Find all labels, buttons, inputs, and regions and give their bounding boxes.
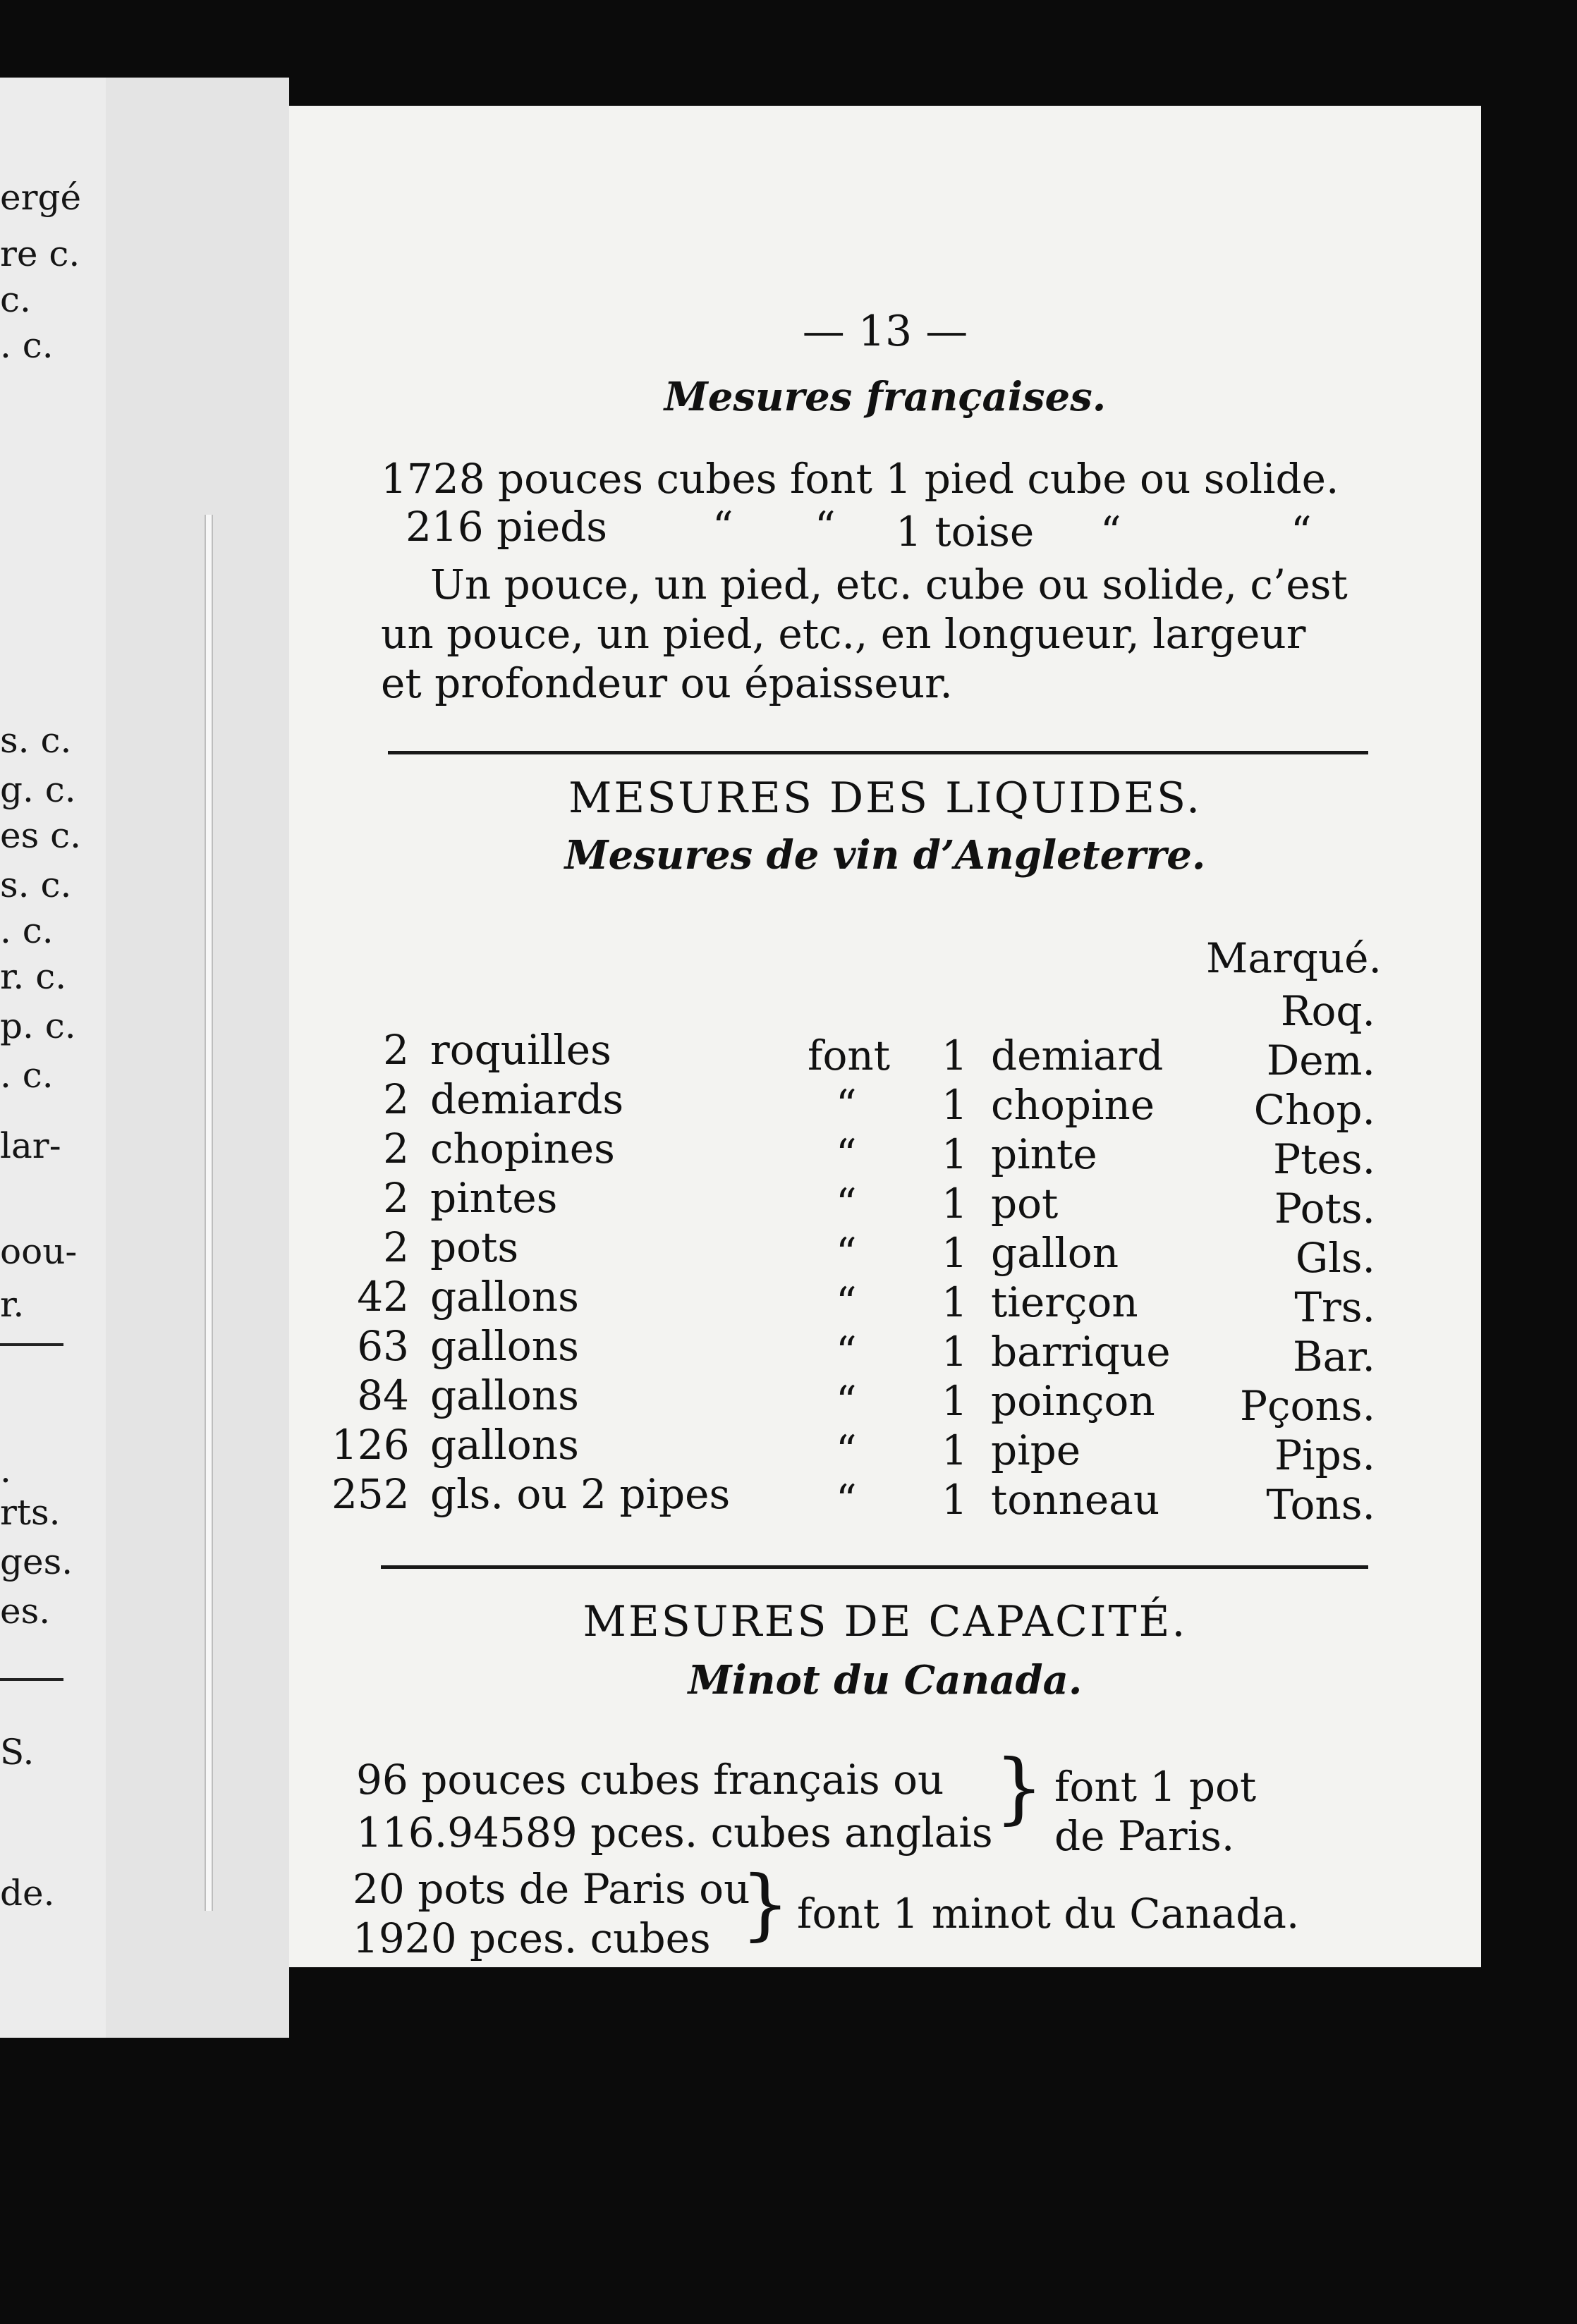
- row-qty: 42: [357, 1273, 409, 1321]
- row-number: 1: [942, 1426, 968, 1474]
- section-subtitle: Mesures de vin d’Angleterre.: [564, 832, 1206, 879]
- row-unit: gallons: [430, 1371, 579, 1419]
- row-unit: demiards: [430, 1075, 624, 1123]
- section-subtitle: Minot du Canada.: [688, 1657, 1083, 1704]
- previous-page-edge: [0, 78, 106, 2038]
- ditto-mark: “: [815, 503, 836, 551]
- paragraph-line: et profondeur ou épaisseur.: [381, 659, 953, 707]
- page-fragment: rts.: [0, 1492, 61, 1533]
- row-unit: gallons: [430, 1421, 579, 1469]
- page-fragment: r.: [0, 1284, 25, 1325]
- row-verb: “: [836, 1328, 857, 1376]
- text-line: 1920 pces. cubes: [353, 1914, 711, 1962]
- page-number: — 13 —: [802, 307, 968, 356]
- text-line: 20 pots de Paris ou: [353, 1865, 750, 1913]
- row-verb: font: [808, 1032, 891, 1080]
- abbreviation: Roq.: [1280, 987, 1375, 1035]
- row-number: 1: [942, 1229, 968, 1277]
- page-fragment: p. c.: [0, 1005, 76, 1046]
- row-unit: pintes: [430, 1174, 558, 1222]
- row-unit: gallons: [430, 1322, 579, 1370]
- page-fragment: S.: [0, 1732, 35, 1773]
- ditto-mark: “: [712, 503, 733, 551]
- row-qty: 2: [383, 1174, 409, 1222]
- page-fragment: c.: [0, 279, 31, 320]
- page-fragment: s. c.: [0, 720, 72, 761]
- row-qty: 2: [383, 1026, 409, 1074]
- row-qty: 252: [331, 1470, 410, 1518]
- paragraph-line: Un pouce, un pied, etc. cube ou solide, c’est: [430, 561, 1348, 608]
- page-fragment: . c.: [0, 1055, 54, 1096]
- paragraph-line: un pouce, un pied, etc., en longueur, largeur: [381, 610, 1306, 658]
- page-fragment: oou-: [0, 1231, 78, 1272]
- brace-symbol: }: [994, 1742, 1044, 1833]
- row-qty: 84: [357, 1371, 409, 1419]
- page-fragment: es.: [0, 1591, 51, 1632]
- row-abbr: Dem.: [1266, 1036, 1375, 1084]
- row-unit: gallons: [430, 1273, 579, 1321]
- row-result: gallon: [991, 1229, 1119, 1277]
- row-number: 1: [942, 1130, 968, 1178]
- page-fragment: re c.: [0, 233, 80, 274]
- page-fragment: de.: [0, 1873, 55, 1914]
- row-abbr: Pçons.: [1240, 1382, 1375, 1430]
- row-qty: 126: [331, 1421, 410, 1469]
- section-title: MESURES DES LIQUIDES.: [568, 773, 1202, 823]
- page-fragment-rule: [0, 1678, 63, 1681]
- page-fragment: . c.: [0, 910, 54, 951]
- book-spine: [106, 78, 289, 2038]
- page-fragment: r. c.: [0, 956, 67, 997]
- row-verb: “: [836, 1081, 857, 1129]
- row-qty: 2: [383, 1125, 409, 1173]
- row-qty: 2: [383, 1223, 409, 1271]
- row-number: 1: [942, 1180, 968, 1228]
- row-result: tierçon: [991, 1278, 1138, 1326]
- row-result: chopine: [991, 1081, 1155, 1129]
- row-verb: “: [836, 1476, 857, 1524]
- row-number: 1: [942, 1278, 968, 1326]
- section-rule: [381, 1565, 1368, 1569]
- page-fragment: ergé: [0, 177, 82, 218]
- text-line-qty: 216 pieds: [406, 503, 608, 551]
- row-abbr: Pots.: [1274, 1185, 1375, 1233]
- row-result: pipe: [991, 1426, 1081, 1474]
- text-line: 96 pouces cubes français ou: [356, 1756, 944, 1804]
- row-abbr: Tons.: [1266, 1481, 1375, 1529]
- row-verb: “: [836, 1426, 857, 1474]
- section-heading: Mesures françaises.: [664, 374, 1107, 420]
- page-fragment: .: [0, 1450, 11, 1491]
- text-line-result: de Paris.: [1054, 1812, 1235, 1860]
- row-abbr: Pips.: [1274, 1431, 1375, 1479]
- ditto-mark: “: [1100, 508, 1121, 556]
- column-header-marque: Marqué.: [1206, 934, 1382, 982]
- brace-symbol: }: [741, 1859, 790, 1949]
- binding-thread: [205, 515, 213, 1911]
- row-unit: chopines: [430, 1125, 615, 1173]
- row-verb: “: [836, 1278, 857, 1326]
- row-number: 1: [942, 1032, 968, 1080]
- page-fragment: lar-: [0, 1125, 61, 1166]
- row-result: tonneau: [991, 1476, 1160, 1524]
- row-number: 1: [942, 1328, 968, 1376]
- section-title: MESURES DE CAPACITÉ.: [583, 1597, 1188, 1646]
- page-fragment: s. c.: [0, 864, 72, 905]
- book-page: [289, 106, 1481, 1967]
- row-verb: “: [836, 1229, 857, 1277]
- row-result: pot: [991, 1180, 1059, 1228]
- text-line-result: font 1 minot du Canada.: [797, 1890, 1300, 1938]
- text-line-result: font 1 pot: [1054, 1763, 1257, 1811]
- row-result: poinçon: [991, 1377, 1155, 1425]
- page-fragment: . c.: [0, 325, 54, 366]
- page-fragment-rule: [0, 1343, 63, 1346]
- row-unit: gls. ou 2 pipes: [430, 1470, 731, 1518]
- text-line-result: 1 toise: [896, 508, 1035, 556]
- row-abbr: Trs.: [1294, 1283, 1375, 1331]
- page-fragment: es c.: [0, 815, 82, 856]
- row-verb: “: [836, 1180, 857, 1228]
- page-fragment: ges.: [0, 1541, 73, 1582]
- row-number: 1: [942, 1476, 968, 1524]
- row-abbr: Ptes.: [1273, 1135, 1375, 1183]
- row-verb: “: [836, 1130, 857, 1178]
- row-abbr: Gls.: [1295, 1234, 1375, 1282]
- section-rule: [388, 751, 1368, 754]
- row-qty: 2: [383, 1075, 409, 1123]
- row-abbr: Bar.: [1293, 1333, 1375, 1381]
- ditto-mark: “: [1291, 508, 1312, 556]
- row-result: barrique: [991, 1328, 1171, 1376]
- row-verb: “: [836, 1377, 857, 1425]
- row-result: pinte: [991, 1130, 1097, 1178]
- row-abbr: Chop.: [1253, 1086, 1375, 1134]
- page-fragment: g. c.: [0, 769, 76, 810]
- text-line: 116.94589 pces. cubes anglais: [356, 1809, 993, 1857]
- row-unit: pots: [430, 1223, 519, 1271]
- row-number: 1: [942, 1081, 968, 1129]
- text-line: 1728 pouces cubes font 1 pied cube ou solide.: [381, 455, 1339, 503]
- row-qty: 63: [357, 1322, 409, 1370]
- row-number: 1: [942, 1377, 968, 1425]
- row-result: demiard: [991, 1032, 1164, 1080]
- row-unit: roquilles: [430, 1026, 611, 1074]
